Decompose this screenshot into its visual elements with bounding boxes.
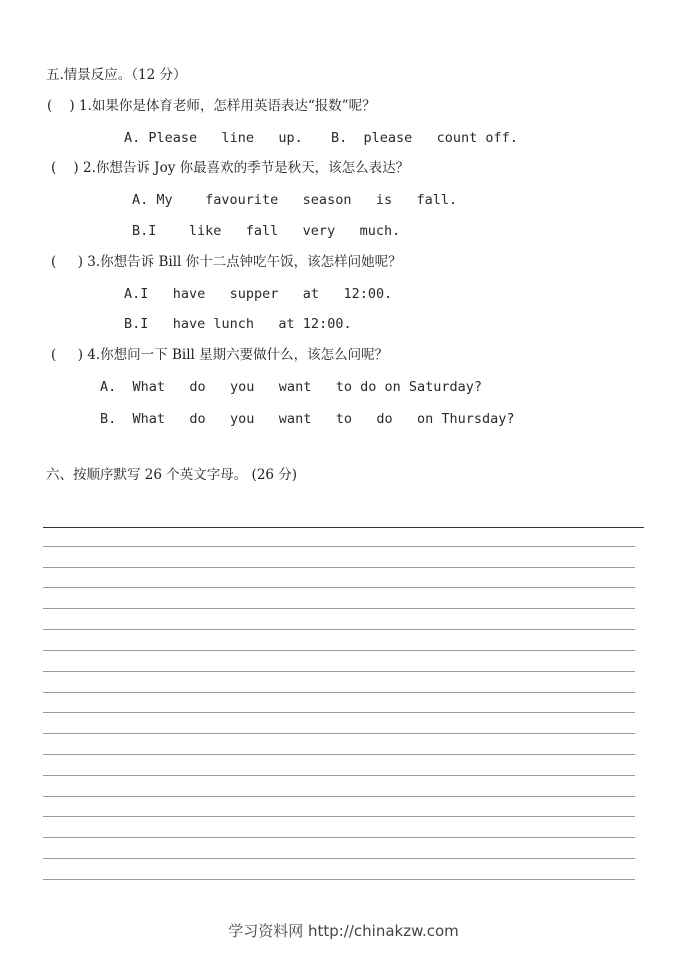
writing-line [43,837,635,838]
question-2-option-b: B.I like fall very much. [132,223,401,239]
writing-line [43,587,635,588]
question-1-option-a: A. Please line up. [124,130,303,146]
writing-line [43,775,635,776]
writing-line [43,816,635,817]
writing-line [43,858,635,859]
question-4-option-a: A. What do you want to do on Saturday? [100,379,483,395]
question-2-option-a: A. My favourite season is fall. [132,192,458,208]
footer-watermark: 学习资料网 http://chinakzw.com [228,922,459,940]
section-six-title: 六、按顺序默写 26 个英文字母。 (26 分) [46,467,298,483]
writing-area-top-rule [43,527,644,528]
writing-line [43,796,635,797]
writing-line [43,546,635,547]
question-3-option-b: B.I have lunch at 12:00. [124,316,352,332]
question-2-stem: ( ) 2.你想告诉 Joy 你最喜欢的季节是秋天，该怎么表达？ [51,160,410,176]
writing-line [43,712,635,713]
writing-line [43,629,635,630]
writing-line [43,608,635,609]
writing-line [43,754,635,755]
writing-line [43,671,635,672]
writing-line [43,733,635,734]
section-five-title: 五.情景反应。（12 分） [46,67,187,83]
writing-line [43,879,635,880]
writing-line [43,567,635,568]
question-4-option-b: B. What do you want to do on Thursday? [100,411,515,427]
question-1-stem: ( ) 1.如果你是体育老师，怎样用英语表达“报数”呢？ [47,98,376,114]
writing-line [43,650,635,651]
question-3-option-a: A.I have supper at 12:00. [124,286,393,302]
writing-line [43,692,635,693]
question-4-stem: ( ) 4.你想问一下 Bill 星期六要做什么，该怎么问呢？ [51,347,389,363]
question-1-option-b: B. please count off. [331,130,518,146]
question-3-stem: ( ) 3.你想告诉 Bill 你十二点钟吃午饭，该怎样问她呢？ [51,254,402,270]
